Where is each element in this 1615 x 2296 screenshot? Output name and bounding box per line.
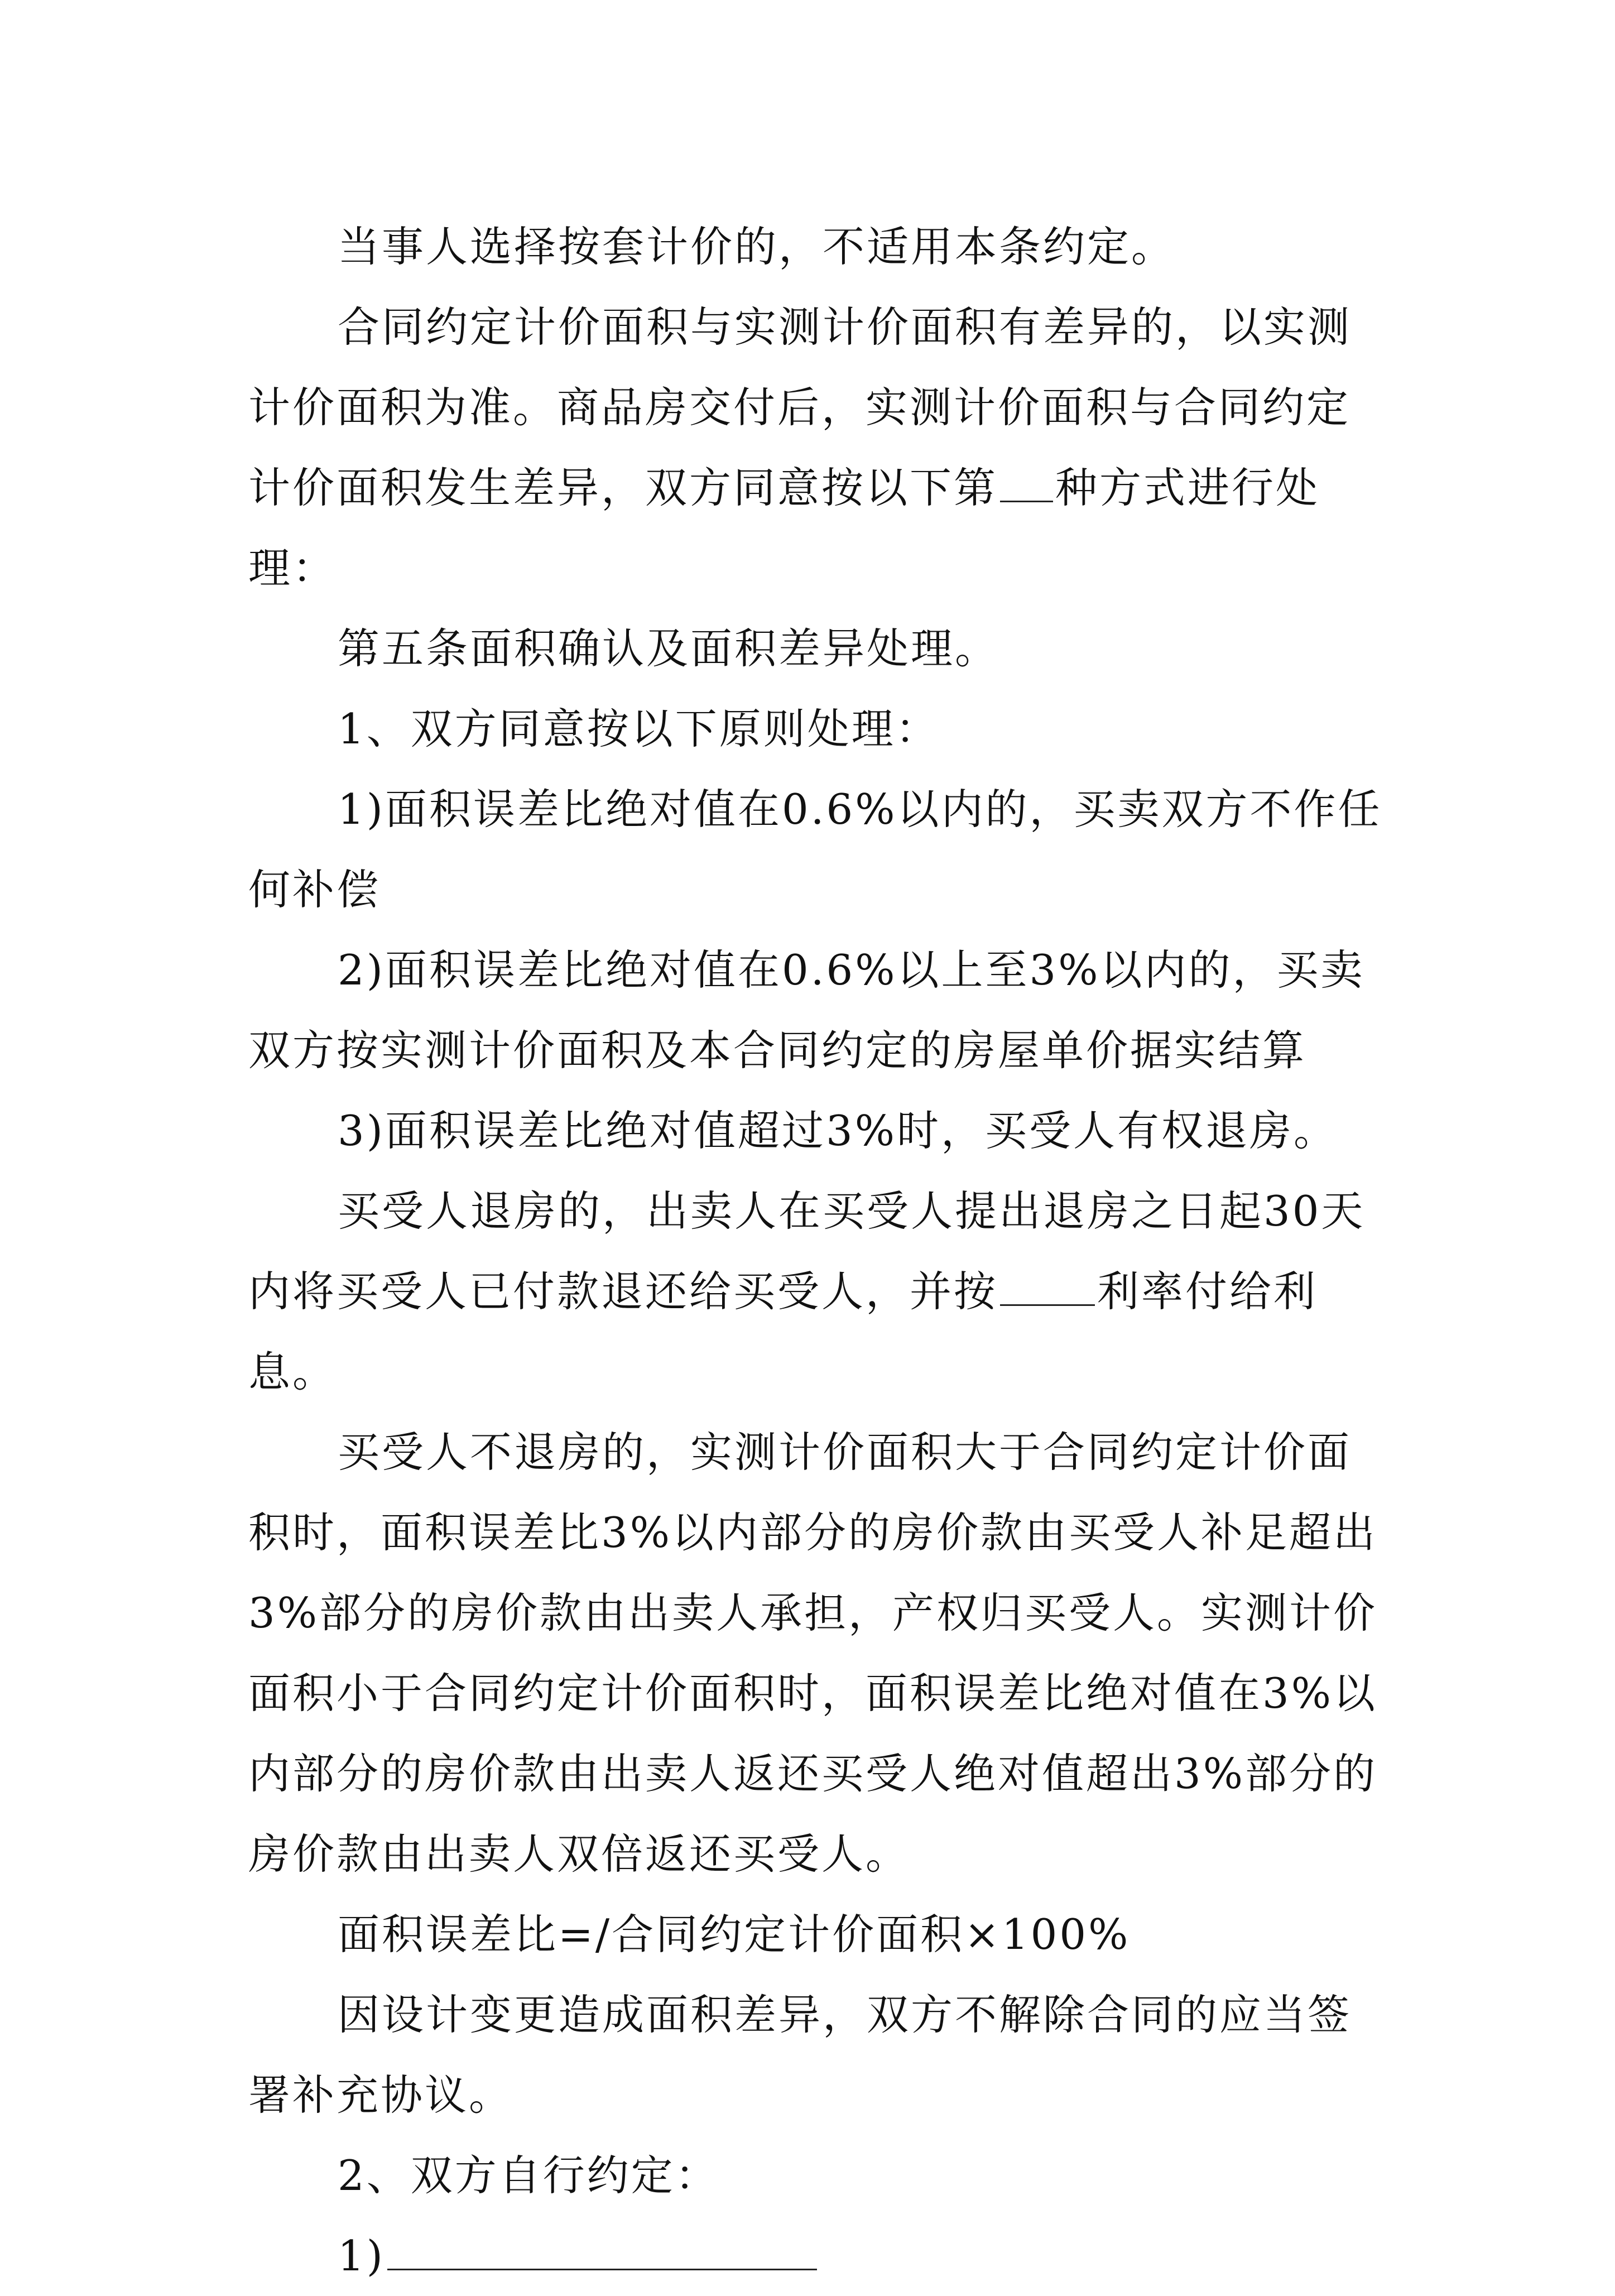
- paragraph-text: 2)面积误差比绝对值在0.6%以上至3%以内的，买卖双方按实测计价面积及本合同约定的房屋单价据实结算: [248, 945, 1365, 1075]
- paragraph-text: 买受人不退房的，实测计价面积大于合同约定计价面积时，面积误差比3%以内部分的房价款由买受人补足超出3%部分的房价款由出卖人承担，产权归买受人。实测计价面积小于合同约定计价面积时，面积误差比绝对值在3%以内部分的房价款由出卖人返还买受人绝对值超出3%部分的房价款由出卖人双倍返还买受人。: [248, 1428, 1377, 1879]
- paragraph-buyer-returns: [248, 1171, 1387, 1412]
- clause-1-principles: [248, 689, 1387, 769]
- paragraph-text: 因设计变更造成面积差异，双方不解除合同的应当签署补充协议。: [248, 1990, 1352, 2120]
- paragraph-text: 3)面积误差比绝对值超过3%时，买受人有权退房。: [338, 1106, 1338, 1155]
- paragraph-text: 第五条面积确认及面积差异处理。: [338, 624, 999, 673]
- paragraph-text: 种方式进行处理：: [248, 463, 1320, 593]
- paragraph-text: 2、双方自行约定：: [338, 2151, 719, 2200]
- fill-in-blank-interest-rate: [1000, 1265, 1095, 1306]
- paragraph-text: 买受人退房的，出卖人在买受人提出退房之日起30天内将买受人已付款退还给买受人，并按: [248, 1187, 1366, 1316]
- paragraph-text: 当事人选择按套计价的，不适用本条约定。: [338, 222, 1176, 271]
- paragraph-text: 利率付给利息。: [248, 1267, 1318, 1396]
- clause-2-self-agreed: [248, 2135, 1387, 2216]
- paragraph-text: 1): [338, 2231, 385, 2280]
- article-5-heading: [248, 608, 1387, 689]
- paragraph-error-formula: [248, 1894, 1387, 1975]
- clause-2-item-1: [248, 2216, 1387, 2296]
- paragraph-buyer-keeps: [248, 1412, 1387, 1894]
- fill-in-blank-method: [1000, 462, 1053, 502]
- paragraph-text: 面积误差比=/合同约定计价面积×100%: [338, 1910, 1131, 1959]
- clause-1-item-3: [248, 1091, 1387, 1171]
- clause-1-item-2: [248, 930, 1387, 1091]
- paragraph-area-difference: [248, 287, 1387, 608]
- paragraph-text: 1)面积误差比绝对值在0.6%以内的，买卖双方不作任何补偿: [248, 785, 1382, 914]
- paragraph-design-change: [248, 1975, 1387, 2135]
- clause-1-item-1: [248, 769, 1387, 930]
- paragraph-text: 合同约定计价面积与实测计价面积有差异的，以实测计价面积为准。商品房交付后，实测计价面积与合同约定计价面积发生差异，双方同意按以下第: [248, 302, 1352, 512]
- fill-in-blank-custom-terms: [387, 2230, 817, 2270]
- paragraph-per-unit-pricing: [248, 206, 1387, 287]
- paragraph-text: 1、双方同意按以下原则处理：: [338, 704, 940, 753]
- document-body: [248, 206, 1387, 2296]
